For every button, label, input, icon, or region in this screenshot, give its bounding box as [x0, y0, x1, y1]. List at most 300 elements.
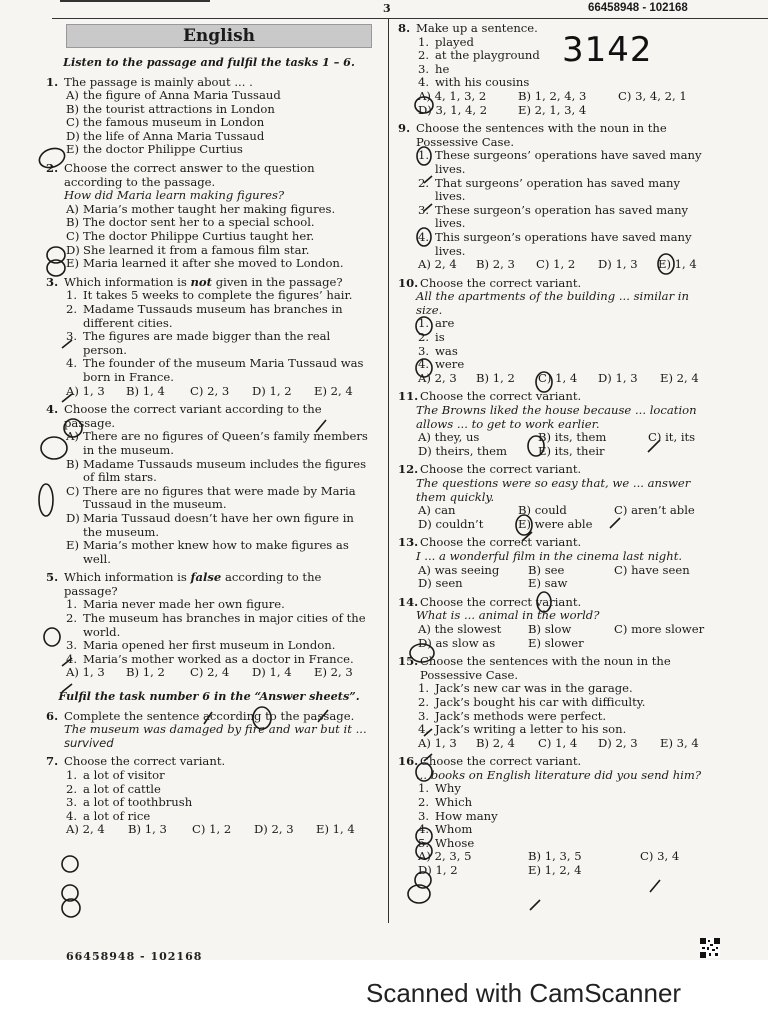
option-letter: A) — [66, 429, 79, 444]
answer-choices — [398, 850, 708, 877]
question-5 — [46, 571, 372, 680]
question-2 — [46, 162, 372, 271]
answer-choice[interactable]: C) more slower — [614, 621, 705, 636]
answer-choice[interactable]: B) 1, 2 — [476, 370, 515, 385]
statement-number: 2. — [418, 48, 430, 63]
answer-choice[interactable]: A) 1, 3 — [418, 735, 457, 750]
statement-text: Jack’s methods were perfect. — [435, 708, 607, 723]
answer-choice[interactable]: A) can — [418, 503, 456, 518]
option-letter: C) — [66, 229, 80, 244]
document-code: 66458948 - 102168 — [588, 2, 688, 14]
statement — [46, 330, 372, 357]
answer-choice[interactable]: B) 1, 4 — [126, 383, 165, 398]
statement — [398, 331, 708, 345]
statement — [46, 810, 372, 824]
answer-choice[interactable]: A) 1, 3 — [66, 383, 105, 398]
answer-choice[interactable]: C) 1, 2 — [536, 257, 576, 272]
statement-number: 1. — [66, 597, 78, 612]
statement-number: 4. — [418, 229, 430, 244]
question-16 — [398, 755, 708, 877]
answer-choice[interactable]: B) 1, 2, 4, 3 — [518, 88, 587, 103]
statement-text: was — [435, 343, 458, 358]
question-number: 6. — [46, 708, 59, 723]
answer-choice[interactable]: C) have seen — [614, 562, 690, 577]
statement-text: Maria never made her own figure. — [83, 597, 285, 612]
answer-choice[interactable]: D) 1, 4 — [252, 665, 292, 680]
statement — [398, 149, 708, 176]
option-text: The doctor sent her to a special school. — [83, 215, 315, 230]
answer-choice[interactable]: A) 4, 1, 3, 2 — [418, 88, 487, 103]
statement — [46, 639, 372, 653]
statement-number: 3. — [418, 202, 430, 217]
answer-choice[interactable]: A) 2, 4 — [418, 257, 457, 272]
statement-text: played — [435, 34, 474, 49]
answer-choice[interactable]: C) 3, 4 — [640, 849, 680, 864]
statement-text: Which — [435, 795, 473, 810]
statement-text: is — [435, 330, 445, 345]
circle-mark — [408, 885, 430, 903]
question-number: 12. — [398, 462, 419, 477]
question-7 — [46, 755, 372, 837]
question-9 — [398, 122, 708, 272]
statement-text: Maria’s mother worked as a doctor in France. — [83, 651, 354, 666]
statement-text: Jack’s new car was in the garage. — [435, 681, 633, 696]
answer-choice[interactable]: E) slower — [528, 635, 584, 650]
task6-instruction: Fulfil the task number 6 in the “Answer sheets”. — [58, 689, 360, 704]
answer-choice[interactable]: A) they, us — [418, 430, 480, 445]
answer-choice[interactable]: C) aren’t able — [614, 503, 695, 518]
option-text: Maria Tussaud doesn’t have her own figure in the museum. — [83, 510, 354, 539]
statement-number: 3. — [418, 61, 430, 76]
statement-text: Madame Tussauds museum has branches in different cities. — [83, 302, 343, 330]
statement-number: 4. — [418, 822, 430, 837]
option-letter: D) — [66, 128, 80, 143]
question-13 — [398, 536, 708, 590]
option-letter: D) — [66, 242, 80, 257]
answer-choice[interactable]: D) 2, 3 — [254, 822, 294, 837]
statement-number: 4. — [418, 75, 430, 90]
statement-number: 1. — [418, 681, 430, 696]
answer-choice[interactable]: C) 1, 2 — [192, 822, 232, 837]
question-text: Choose the correct variant. — [420, 275, 582, 290]
question-prompt: How did Maria learn making figures? — [64, 188, 285, 203]
question-1 — [46, 76, 372, 158]
statement-text: a lot of rice — [83, 808, 151, 823]
statement-text: Jack’s writing a letter to his son. — [435, 722, 627, 737]
statement-number: 2. — [66, 781, 78, 796]
option-letter: C) — [66, 483, 80, 498]
handwritten-score: 3142 — [562, 30, 653, 70]
listening-instruction: Listen to the passage and fulfil the tasks 1 – 6. — [63, 55, 355, 69]
question-text — [64, 276, 372, 290]
question-number: 3. — [46, 274, 59, 289]
answer-choice[interactable]: D) 1, 2 — [418, 863, 458, 878]
option-text: Maria’s mother taught her making figures. — [83, 201, 336, 216]
statement — [46, 303, 372, 330]
option[interactable] — [46, 539, 372, 566]
answer-choice[interactable]: B) 1, 2 — [126, 665, 165, 680]
option-letter: B) — [66, 456, 80, 471]
answer-choice[interactable]: A) 2, 3 — [418, 370, 457, 385]
answer-choices — [398, 431, 708, 458]
question-prompt: What is ... animal in the world? — [416, 608, 600, 623]
statement — [398, 782, 708, 796]
answer-choice[interactable]: B) its, them — [538, 430, 607, 445]
question-number: 15. — [398, 654, 419, 669]
statement-number: 3. — [66, 638, 78, 653]
answer-choices — [398, 564, 708, 591]
question-number: 16. — [398, 754, 419, 769]
statement-text: Whom — [435, 822, 473, 837]
statement-text: Maria opened her first museum in London. — [83, 638, 336, 653]
option-text: the famous museum in London — [83, 115, 265, 130]
option-text: Madame Tussauds museum includes the figures of film stars. — [83, 456, 367, 485]
answer-choices — [46, 823, 372, 837]
option[interactable] — [46, 103, 372, 117]
option-text: Maria’s mother knew how to make figures as well. — [83, 538, 349, 566]
question-15 — [398, 655, 708, 750]
statement-number: 3. — [66, 795, 78, 810]
option-text: the life of Anna Maria Tussaud — [83, 128, 265, 143]
question-text-part: according to the passage? — [64, 570, 322, 598]
statement-text: That surgeons’ operation has saved many lives. — [435, 175, 680, 204]
statement-number: 2. — [418, 795, 430, 810]
statement — [398, 696, 708, 710]
option[interactable] — [46, 116, 372, 130]
section-title: English — [66, 24, 372, 48]
statement-text: are — [435, 316, 455, 331]
question-text: The passage is mainly about ... . — [64, 74, 253, 89]
answer-choice[interactable]: C) it, its — [648, 430, 696, 445]
right-column — [398, 22, 708, 883]
question-text: Choose the sentences with the noun in the Possessive Case. — [420, 654, 671, 682]
page-header — [0, 0, 768, 18]
answer-choice[interactable]: E) saw — [528, 576, 568, 591]
option-text: She learned it from a famous film star. — [83, 242, 310, 257]
question-text: Choose the correct variant. — [64, 754, 226, 769]
statement-number: 4. — [66, 651, 78, 666]
statement-text: Whose — [435, 835, 475, 850]
question-text: Choose the correct answer to the question according to the passage. — [64, 161, 315, 189]
scanner-watermark: Scanned with CamScanner — [366, 978, 682, 1008]
question-4 — [46, 403, 372, 566]
question-text: Choose the correct variant. — [420, 462, 582, 477]
statement — [398, 345, 708, 359]
option[interactable] — [46, 430, 372, 457]
answer-choice[interactable]: A) the slowest — [418, 621, 502, 636]
question-text: Choose the correct variant. — [420, 535, 582, 550]
option-text: Maria learned it after she moved to London. — [83, 256, 344, 271]
answer-choice[interactable]: A) was seeing — [418, 562, 500, 577]
answer-choice[interactable]: E) 1, 2, 4 — [528, 863, 582, 878]
statement-number: 2. — [418, 175, 430, 190]
statement-number: 4. — [66, 808, 78, 823]
answer-choice[interactable]: C) 1, 4 — [538, 370, 578, 385]
option-letter: E) — [66, 256, 79, 271]
statement — [398, 317, 708, 331]
statement-number: 4. — [418, 722, 430, 737]
question-text-part: Which information is — [64, 274, 191, 289]
option[interactable] — [46, 89, 372, 103]
statement-number: 4. — [418, 357, 430, 372]
option-text: the doctor Philippe Curtius — [83, 142, 243, 157]
question-number: 2. — [46, 161, 59, 176]
statement-number: 1. — [418, 316, 430, 331]
statement — [398, 796, 708, 810]
statement — [398, 358, 708, 372]
statement-text: This surgeon’s operations have saved many lives. — [435, 229, 692, 258]
statement-number: 2. — [418, 330, 430, 345]
question-text: Choose the correct variant according to the passage. — [64, 402, 322, 430]
question-prompt: ... books on English literature did you send him? — [416, 767, 702, 782]
statement — [46, 769, 372, 783]
question-3 — [46, 276, 372, 398]
question-10 — [398, 277, 708, 386]
statement-number: 2. — [418, 694, 430, 709]
prompt-text: The museum was damaged by fire and war but it ... — [64, 722, 367, 737]
column-divider — [388, 18, 389, 923]
statement-number: 4. — [66, 356, 78, 371]
answer-choice[interactable]: C) 2, 3 — [190, 383, 230, 398]
statement-number: 3. — [418, 708, 430, 723]
statement — [398, 49, 708, 63]
left-column — [46, 22, 372, 842]
statement — [398, 177, 708, 204]
question-number: 10. — [398, 275, 419, 290]
statement-number: 1. — [66, 767, 78, 782]
question-14 — [398, 596, 708, 650]
question-number: 4. — [46, 402, 59, 417]
answer-choice[interactable]: E) 1, 4 — [316, 822, 355, 837]
answer-choice[interactable]: E) 2, 3 — [314, 665, 353, 680]
statement — [398, 710, 708, 724]
answer-choice[interactable]: B) see — [528, 562, 565, 577]
answer-choice[interactable]: D) 2, 3 — [598, 735, 638, 750]
answer-choice[interactable]: D) couldn’t — [418, 516, 484, 531]
answer-choices — [398, 372, 708, 386]
header-rule — [60, 0, 210, 2]
circle-mark — [62, 885, 78, 901]
answer-choice[interactable]: A) 2, 4 — [66, 822, 105, 837]
answer-choices — [46, 385, 372, 399]
answer-choice[interactable]: D) 1, 3 — [598, 257, 638, 272]
question-number: 11. — [398, 389, 419, 404]
statement-text: The figures are made bigger than the real person. — [83, 329, 331, 357]
question-text: Choose the correct variant. — [420, 389, 582, 404]
statement-number: 2. — [66, 302, 78, 316]
answer-choice[interactable]: B) 1, 3, 5 — [528, 849, 582, 864]
question-text: Make up a sentence. — [416, 21, 538, 35]
answer-choice[interactable]: E) its, their — [538, 443, 605, 458]
question-12 — [398, 463, 708, 531]
option-letter: D) — [66, 510, 80, 525]
answer-choice[interactable]: D) 1, 2 — [252, 383, 292, 398]
statement-text: at the playground — [435, 48, 540, 63]
option[interactable] — [46, 244, 372, 258]
question-prompt: The Browns liked the house because ... location allows ... to get to work earlier. — [416, 403, 697, 431]
option[interactable] — [46, 458, 372, 485]
answer-choice[interactable]: B) slow — [528, 621, 572, 636]
question-prompt — [46, 723, 372, 750]
option-letter: E) — [66, 142, 79, 157]
question-number: 13. — [398, 535, 419, 550]
statement-text: It takes 5 weeks to complete the figures’ hair. — [83, 288, 353, 303]
answer-choice[interactable]: E) were able — [518, 516, 593, 531]
option-text: There are no figures that were made by Maria Tussaud in the museum. — [83, 483, 356, 512]
option[interactable] — [46, 130, 372, 144]
option-letter: C) — [66, 115, 80, 130]
question-11 — [398, 390, 708, 458]
statement — [46, 612, 372, 639]
answer-choices — [398, 504, 708, 531]
answer-choice[interactable]: D) seen — [418, 576, 463, 591]
question-text — [64, 571, 372, 598]
answer-choices — [398, 90, 708, 117]
statement — [398, 682, 708, 696]
statement — [46, 653, 372, 667]
statement-text: The founder of the museum Maria Tussaud was born in France. — [83, 356, 364, 384]
answer-choice[interactable]: A) 2, 3, 5 — [418, 849, 472, 864]
statement-text: with his cousins — [435, 75, 530, 90]
option[interactable] — [46, 216, 372, 230]
answer-choice[interactable]: E) 1, 4 — [658, 257, 697, 272]
option[interactable] — [46, 512, 372, 539]
answer-choice[interactable]: D) 1, 3 — [598, 370, 638, 385]
question-emphasis: false — [190, 570, 222, 585]
answer-choice[interactable]: C) 2, 4 — [190, 665, 230, 680]
circle-mark — [62, 899, 80, 917]
statement-text: The museum has branches in major cities of the world. — [83, 611, 366, 639]
answer-choice[interactable]: B) could — [518, 503, 567, 518]
question-emphasis: not — [190, 274, 213, 289]
option[interactable] — [46, 230, 372, 244]
statement-text: Jack’s bought his car with difficulty. — [435, 694, 646, 709]
statement — [398, 204, 708, 231]
option-text: the tourist attractions in London — [83, 101, 275, 116]
answer-choices — [398, 737, 708, 751]
answer-choices — [398, 623, 708, 650]
question-number: 1. — [46, 74, 59, 89]
answer-choice[interactable]: B) 2, 4 — [476, 735, 515, 750]
question-8 — [398, 22, 708, 117]
statement-text: These surgeons’ operations have saved many lives. — [435, 148, 702, 176]
answer-choices — [398, 258, 708, 272]
question-text-part: Which information is — [64, 570, 191, 585]
statement — [398, 36, 708, 50]
answer-choice[interactable]: C) 1, 4 — [538, 735, 578, 750]
question-prompt: All the apartments of the building ... similar in size. — [416, 289, 689, 317]
statement — [398, 76, 708, 90]
statement — [398, 837, 708, 851]
statement-text: a lot of visitor — [83, 767, 165, 782]
question-number: 8. — [398, 21, 411, 35]
statement — [398, 810, 708, 824]
answer-choice[interactable]: D) as slow as — [418, 635, 496, 650]
question-prompt: I ... a wonderful film in the cinema last night. — [416, 548, 683, 563]
question-number: 5. — [46, 570, 59, 585]
statement-number: 5. — [418, 835, 430, 850]
question-text: Complete the sentence according to the passage. — [64, 708, 355, 723]
answer-choice[interactable]: C) 3, 4, 2, 1 — [618, 88, 687, 103]
statement-number: 1. — [418, 781, 430, 796]
statement-number: 1. — [418, 34, 430, 49]
statement-number: 3. — [418, 343, 430, 358]
option[interactable] — [46, 485, 372, 512]
statement — [398, 231, 708, 258]
handwritten-answer[interactable]: survived — [64, 735, 114, 750]
qr-code-icon — [700, 938, 720, 958]
option[interactable] — [46, 257, 372, 271]
answer-choices — [46, 666, 372, 680]
answer-choice[interactable]: D) 3, 1, 4, 2 — [418, 102, 488, 117]
statement-text: How many — [435, 808, 498, 823]
statement — [46, 796, 372, 810]
statement-text: Why — [435, 781, 461, 796]
answer-choice[interactable]: E) 2, 4 — [660, 370, 699, 385]
question-text: Choose the sentences with the noun in the Possessive Case. — [416, 121, 667, 149]
statement-number: 3. — [418, 808, 430, 823]
answer-choice[interactable]: E) 2, 1, 3, 4 — [518, 102, 587, 117]
circle-mark — [62, 856, 78, 872]
statement-text: a lot of cattle — [83, 781, 161, 796]
statement — [46, 783, 372, 797]
option[interactable] — [46, 143, 372, 157]
statement-number: 1. — [66, 288, 78, 303]
statement-text: he — [435, 61, 450, 76]
statement-text: These surgeon’s operation has saved many lives. — [435, 202, 689, 231]
answer-choice[interactable]: E) 2, 4 — [314, 383, 353, 398]
statement — [46, 289, 372, 303]
answer-choice[interactable]: B) 2, 3 — [476, 257, 515, 272]
statement — [46, 598, 372, 612]
question-number: 9. — [398, 121, 411, 136]
top-divider — [52, 18, 768, 19]
statement — [398, 823, 708, 837]
option-text: There are no figures of Queen’s family members in the museum. — [83, 429, 368, 457]
statement-number: 2. — [66, 611, 78, 626]
statement-number: 1. — [418, 148, 430, 163]
footer-document-code: 66458948 - 102168 — [66, 950, 203, 963]
tick-mark — [530, 900, 540, 910]
question-text: Choose the correct variant. — [420, 594, 582, 609]
question-number: 14. — [398, 594, 419, 609]
answer-choice[interactable]: B) 1, 3 — [128, 822, 167, 837]
answer-choice[interactable]: E) 3, 4 — [660, 735, 699, 750]
answer-choice[interactable]: A) 1, 3 — [66, 665, 105, 680]
question-number: 7. — [46, 754, 59, 769]
statement-number: 3. — [66, 329, 78, 344]
option-letter: B) — [66, 101, 80, 116]
option-letter: A) — [66, 201, 79, 216]
answer-choice[interactable]: D) theirs, them — [418, 443, 508, 458]
option-text: the figure of Anna Maria Tussaud — [83, 88, 281, 103]
page-number: 3 — [383, 2, 391, 15]
statement-text: a lot of toothbrush — [83, 795, 193, 810]
option-letter: A) — [66, 88, 79, 103]
statement — [398, 723, 708, 737]
statement — [46, 357, 372, 384]
statement — [398, 63, 708, 77]
question-6 — [46, 710, 372, 751]
option-letter: E) — [66, 538, 79, 553]
question-text-part: given in the passage? — [212, 274, 343, 289]
question-prompt: The questions were so easy that, we ... answer them quickly. — [416, 476, 691, 504]
option-letter: B) — [66, 215, 80, 230]
option[interactable] — [46, 203, 372, 217]
option-text: The doctor Philippe Curtius taught her. — [83, 229, 315, 244]
statement-text: were — [435, 357, 465, 372]
question-text: Choose the correct variant. — [420, 754, 582, 769]
